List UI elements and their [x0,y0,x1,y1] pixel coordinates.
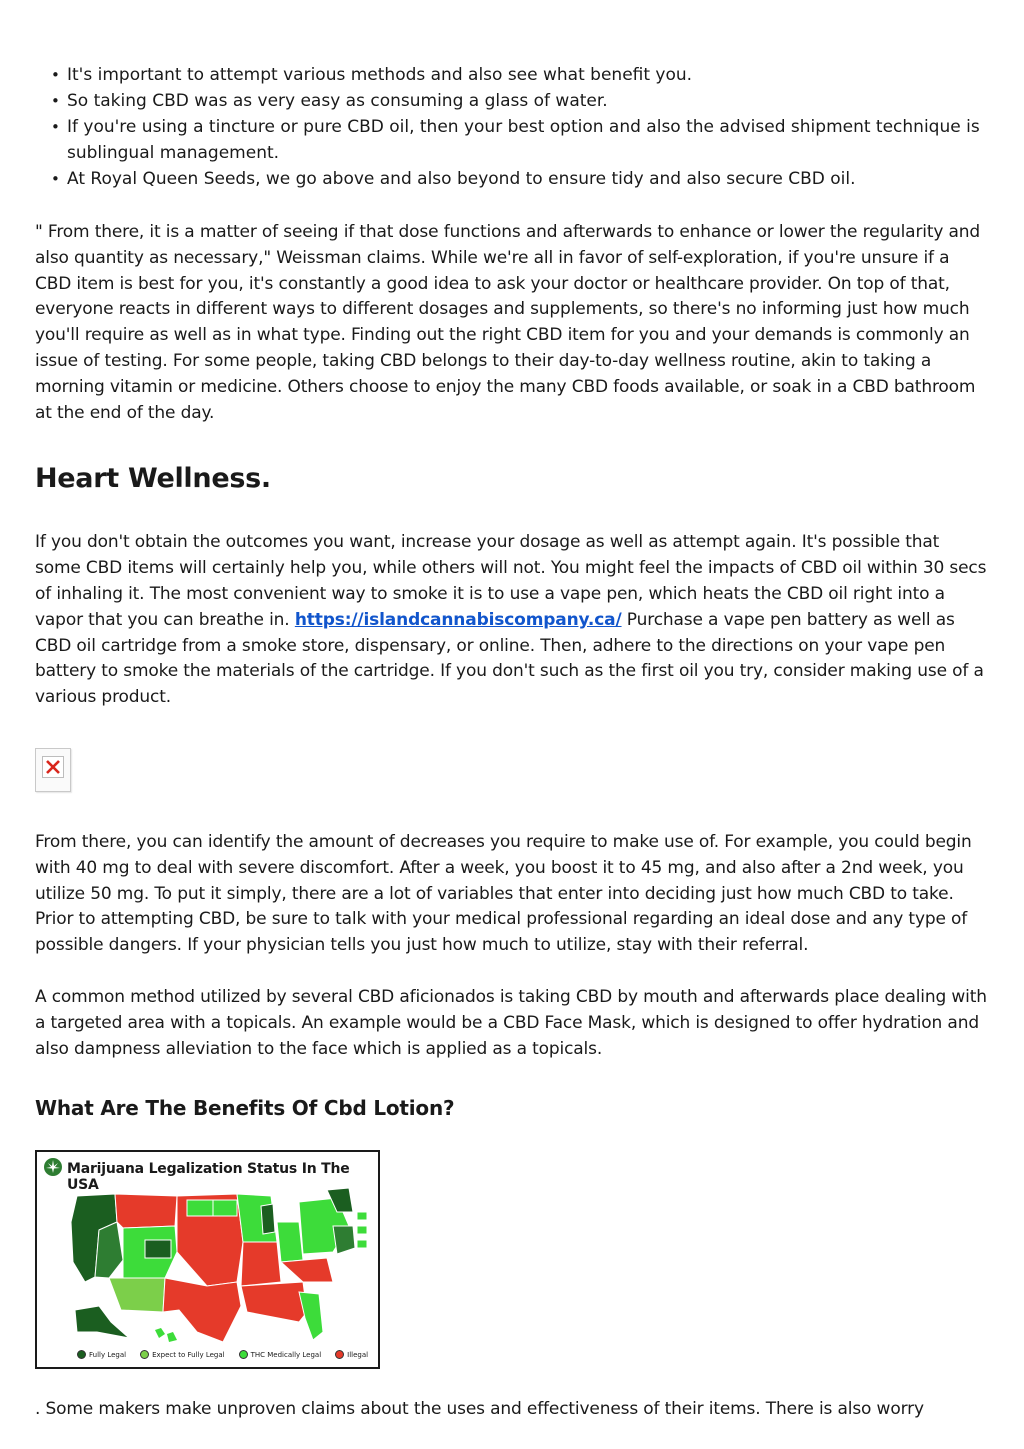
broken-image-icon [35,748,71,792]
legalization-map-image [35,1150,380,1369]
legend-label: THC Medically Legal [250,1350,322,1359]
paragraph: . Some makers make unproven claims about the uses and effectiveness of their items. There is also worry [35,1399,924,1420]
legend-swatch [335,1350,344,1359]
map-title: Marijuana Legalization Status In The USA [67,1161,350,1194]
legend-swatch [239,1350,248,1359]
paragraph: From there, you can identify the amount of decreases you require to make use of. For example, you could begin with 40 mg to deal with severe discomfort. After a week, you boost it to 45 mg, and also after a 2nd week, you utilize 50 mg. To put it simply, there are a lot of variables that enter into deciding just how much CBD to take. Prior to attempting CBD, be sure to talk with your medical professional regarding an ideal dose and any type of possible dangers. If your physician tells you just how much to utilize, stay with their referral. [35,831,972,956]
map-legend [77,1350,368,1359]
list-item: • At Royal Queen Seeds, we go above and also beyond to ensure tidy and also secure CBD oil. [67,166,990,192]
legend-item [335,1350,368,1359]
paragraph-text: Purchase a vape pen battery as well as CBD oil cartridge from a smoke store, dispensary, or online. Then, adhere to the directions on your vape pen battery to smoke the materials of the cartridge. If you don't such as the first oil you try, consider making use of a various product. [35,609,984,708]
legend-item [140,1350,225,1359]
legend-label: Expect to Fully Legal [152,1350,225,1359]
external-link[interactable]: https://islandcannabiscompany.ca/ [294,609,622,630]
legend-label: Fully Legal [89,1350,127,1359]
list-item: • If you're using a tincture or pure CBD oil, then your best option and also the advised shipment technique is sublingual management. [67,114,990,166]
legend-item [77,1350,126,1359]
usa-map [37,1182,378,1347]
paragraph-text: If you don't obtain the outcomes you want, increase your dosage as well as attempt again. It's possible that some CBD items will certainly help you, while others will not. You might feel the impacts of CBD oil within 30 secs of inhaling it. The most convenient way to smoke it is to use a vape pen, which heats the CBD oil right into a vapor that you can breathe in. [35,532,987,630]
list-item: • It's important to attempt various methods and also see what benefit you. [67,62,990,88]
legend-swatch [77,1350,86,1359]
close-icon [43,757,63,777]
bullet-list [35,62,990,192]
section-heading: Heart Wellness. [35,463,271,495]
cannabis-leaf-icon [43,1157,63,1177]
list-item: • So taking CBD was as very easy as consuming a glass of water. [67,88,990,114]
legend-swatch [140,1350,149,1359]
paragraph [35,530,990,711]
subsection-heading: What Are The Benefits Of Cbd Lotion? [35,1096,455,1121]
document-page [35,62,990,1423]
legend-item [239,1350,322,1359]
paragraph: " From there, it is a matter of seeing if that dose functions and afterwards to enhance or lower the regularity and also quantity as necessary," Weissman claims. While we're all in favor of self-exploration, if you're unsure if a CBD item is best for you, it's constantly a good idea to ask your doctor or healthcare provider. On top of that, everyone reacts in different ways to different dosages and supplements, so there's no informing just how much you'll require as well as in what type. Finding out the right CBD item for you and your demands is commonly an issue of testing. For some people, taking CBD belongs to their day-to-day wellness routine, akin to taking a morning vitamin or medicine. Others choose to enjoy the many CBD foods available, or soak in a CBD bathroom at the end of the day. [35,222,981,423]
legend-label: Illegal [347,1350,369,1359]
paragraph: A common method utilized by several CBD aficionados is taking CBD by mouth and afterwards place dealing with a targeted area with a topicals. An example would be a CBD Face Mask, which is designed to offer hydration and also dampness alleviation to the face which is applied as a topicals. [35,986,987,1059]
